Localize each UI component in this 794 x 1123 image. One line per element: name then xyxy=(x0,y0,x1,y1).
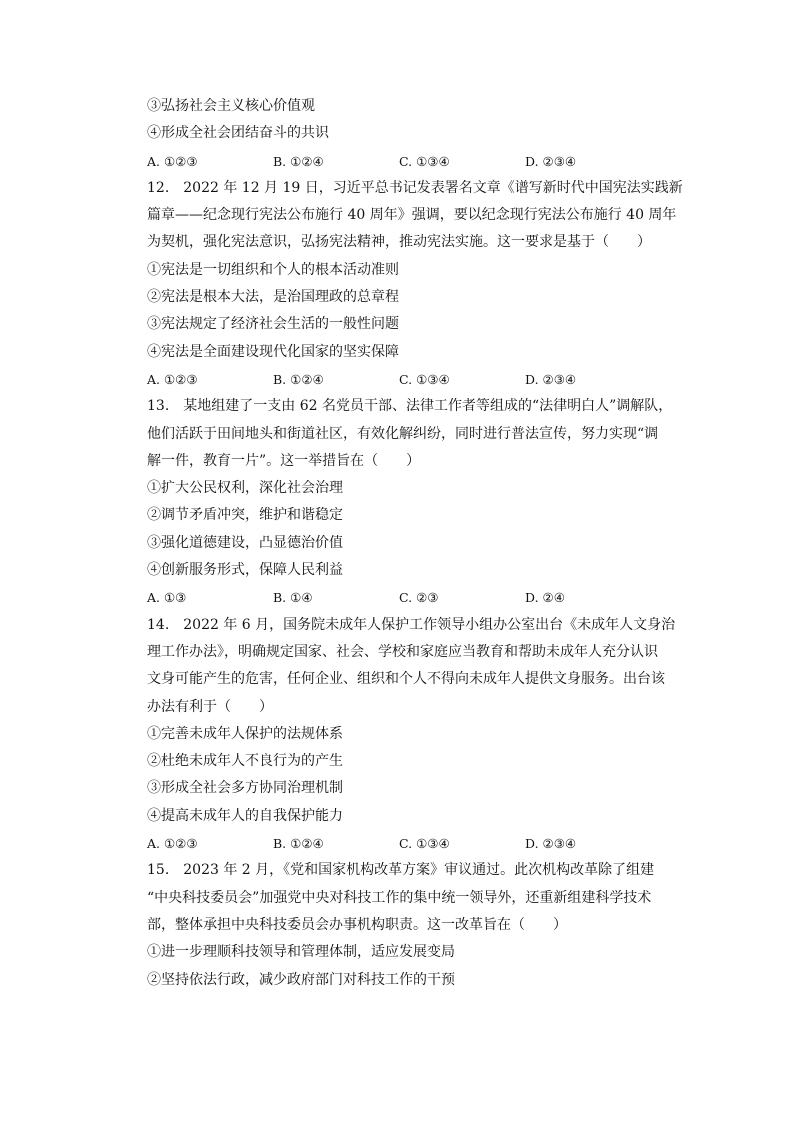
q15-stem-line-2: “中央科技委员会”加强党中央对科技工作的集中统一领导外，还重新组建科学技术 xyxy=(147,889,652,906)
q12-statement-1: ①宪法是一切组织和个人的根本活动准则 xyxy=(147,261,399,278)
q14-option-d: D. ②③④ xyxy=(525,836,577,852)
q14-stem-line-1: 14. 2022 年 6 月，国务院未成年人保护工作领导小组办公室出台《未成年人文身治 xyxy=(147,616,676,633)
q12-stem-line-3: 为契机，强化宪法意识，弘扬宪法精神，推动宪法实施。这一要求是基于（ ） xyxy=(147,234,651,251)
q13-options xyxy=(147,584,667,611)
q12-stem-line-1: 12. 2022 年 12 月 19 日，习近平总书记发表署名文章《谱写新时代中国宪法实践新 xyxy=(147,179,683,196)
q11-option-c: C. ①③④ xyxy=(399,153,450,169)
q14-option-a: A. ①②③ xyxy=(147,836,198,852)
q15-stem-line-3: 部，整体承担中央科技委员会办事机构职责。这一改革旨在（ ） xyxy=(147,916,567,933)
q13-statement-3: ③强化道德建设，凸显德治价值 xyxy=(147,534,343,551)
q14-stem-line-2: 理工作办法》，明确规定国家、社会、学校和家庭应当教育和帮助未成年人充分认识 xyxy=(147,643,658,660)
q13-statement-2: ②调节矛盾冲突，维护和谐稳定 xyxy=(147,507,343,524)
q11-option-b: B. ①②④ xyxy=(273,153,324,169)
q14-statement-4: ④提高未成年人的自我保护能力 xyxy=(147,807,343,824)
q12-stem-line-2: 篇章——纪念现行宪法公布施行 40 周年》强调，要以纪念现行宪法公布施行 40 周年 xyxy=(147,207,677,224)
q12-option-d: D. ②③④ xyxy=(525,371,577,387)
q14-stem-line-3: 文身可能产生的危害，任何企业、组织和个人不得向未成年人提供文身服务。出台该 xyxy=(147,671,665,688)
q11-option-d: D. ②③④ xyxy=(525,153,577,169)
q11-option-a: A. ①②③ xyxy=(147,153,198,169)
q13-statement-1: ①扩大公民权利，深化社会治理 xyxy=(147,480,343,497)
q14-statement-3: ③形成全社会多方协同治理机制 xyxy=(147,780,343,797)
q13-option-b: B. ①④ xyxy=(273,590,313,606)
q12-statement-4: ④宪法是全面建设现代化国家的坚实保障 xyxy=(147,343,399,360)
q15-statement-2: ②坚持依法行政，减少政府部门对科技工作的干预 xyxy=(147,971,455,988)
q12-statement-3: ③宪法规定了经济社会生活的一般性问题 xyxy=(147,316,399,333)
q15-stem-line-1: 15. 2023 年 2 月，《党和国家机构改革方案》审议通过。此次机构改革除了组建 xyxy=(147,862,655,879)
q14-statement-1: ①完善未成年人保护的法规体系 xyxy=(147,725,343,742)
q13-stem-line-1: 13. 某地组建了一支由 62 名党员干部、法律工作者等组成的“法律明白人”调解队， xyxy=(147,398,673,415)
q12-option-c: C. ①③④ xyxy=(399,371,450,387)
q11-statement-3: ③弘扬社会主义核心价值观 xyxy=(147,98,315,114)
q14-options xyxy=(147,830,667,857)
q12-option-a: A. ①②③ xyxy=(147,371,198,387)
q13-statement-4: ④创新服务形式，保障人民利益 xyxy=(147,562,343,579)
page-content xyxy=(147,93,683,994)
q14-option-c: C. ①③④ xyxy=(399,836,450,852)
q14-option-b: B. ①②④ xyxy=(273,836,324,852)
q13-option-c: C. ②③ xyxy=(399,590,439,606)
q13-stem-line-3: 解一件，教育一片”。这一举措旨在（ ） xyxy=(147,452,421,469)
q14-statement-2: ②杜绝未成年人不良行为的产生 xyxy=(147,753,343,770)
q12-options xyxy=(147,366,667,393)
q13-option-a: A. ①③ xyxy=(147,590,187,606)
q13-stem-line-2: 他们活跃于田间地头和街道社区，有效化解纠纷，同时进行普法宣传，努力实现“调 xyxy=(147,425,659,442)
q11-options xyxy=(147,148,667,175)
q11-statement-4: ④形成全社会团结奋斗的共识 xyxy=(147,125,329,142)
q12-statement-2: ②宪法是根本大法，是治国理政的总章程 xyxy=(147,289,399,306)
q15-statement-1: ①进一步理顺科技领导和管理体制，适应发展变局 xyxy=(147,944,455,961)
q14-stem-line-4: 办法有利于（ ） xyxy=(147,698,273,715)
q13-option-d: D. ②④ xyxy=(525,590,565,606)
q12-option-b: B. ①②④ xyxy=(273,371,324,387)
